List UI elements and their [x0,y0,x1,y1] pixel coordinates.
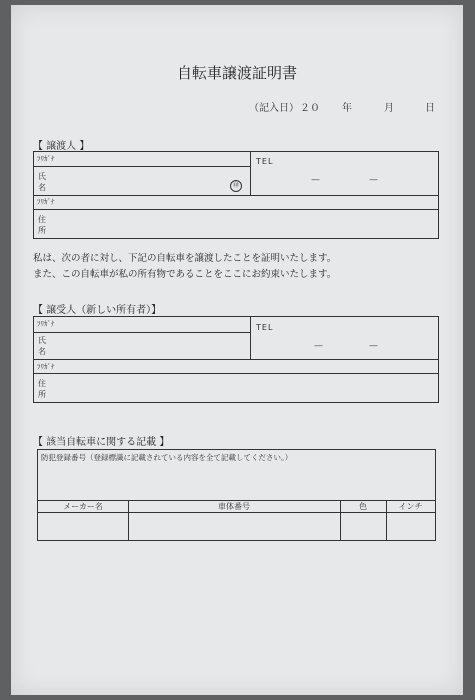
transferee-name-label: 氏 名 [38,336,46,356]
transferor-furigana-label: ﾌﾘｶﾞﾅ [37,155,55,163]
date-month-label: 月 [384,103,394,114]
transferor-address-furigana-label: ﾌﾘｶﾞﾅ [37,198,55,206]
transferee-name-field[interactable] [51,332,226,358]
transferee-tel-dash-2: — [369,341,378,351]
date-year-label: 年 [342,103,352,114]
date-day-label: 日 [425,103,435,114]
transferor-name-field[interactable] [51,167,226,193]
transferee-tel-dash-1: — [314,341,323,351]
transferee-heading: 【 譲受人（新しい所有者）】 [33,305,162,316]
statement-line-1: 私は、次の者に対し、下記の自転車を譲渡したことを証明いたします。 [33,253,337,264]
transferor-tel-field[interactable] [251,153,437,193]
date-era: ２０ [300,103,320,114]
transferee-address-label: 住 所 [38,379,46,399]
color-field[interactable] [341,513,385,540]
document-title: 自転車譲渡証明書 [176,64,297,82]
transferee-tel-label: TEL [256,323,274,332]
transferor-tel-dash-2: — [369,175,378,185]
registration-number-field[interactable] [39,463,434,498]
seal-mark-icon: ㊞ [230,180,242,192]
inch-field[interactable] [387,513,434,540]
registration-number-label: 防犯登録番号（登録標識に記載されている内容を全て記載してください。） [41,453,293,462]
maker-header: メーカー名 [63,502,103,511]
inch-header: インチ [398,502,423,511]
transferee-address-furigana-label: ﾌﾘｶﾞﾅ [37,363,55,371]
transferor-tel-dash-1: — [311,175,320,185]
transferor-name-label: 氏 名 [38,172,46,192]
transferee-address-field[interactable] [51,374,437,402]
transferor-address-label: 住 所 [38,215,46,235]
transferor-tel-label: TEL [256,157,274,166]
bicycle-heading: 【 該当自転車に関する記載 】 [33,437,170,448]
transferor-heading: 【 譲渡人 】 [33,141,90,152]
document-paper [11,5,463,695]
maker-field[interactable] [39,513,127,540]
transferee-furigana-label: ﾌﾘｶﾞﾅ [37,320,55,328]
date-prefix: （記入日） [249,103,299,114]
frame-number-header: 車体番号 [218,502,250,511]
color-header: 色 [359,502,367,511]
frame-number-field[interactable] [129,513,339,540]
transferee-tel-field[interactable] [251,318,437,358]
statement-line-2: また、この自転車が私の所有物であることをここにお約束いたします。 [33,269,337,280]
transferor-address-field[interactable] [51,210,437,238]
